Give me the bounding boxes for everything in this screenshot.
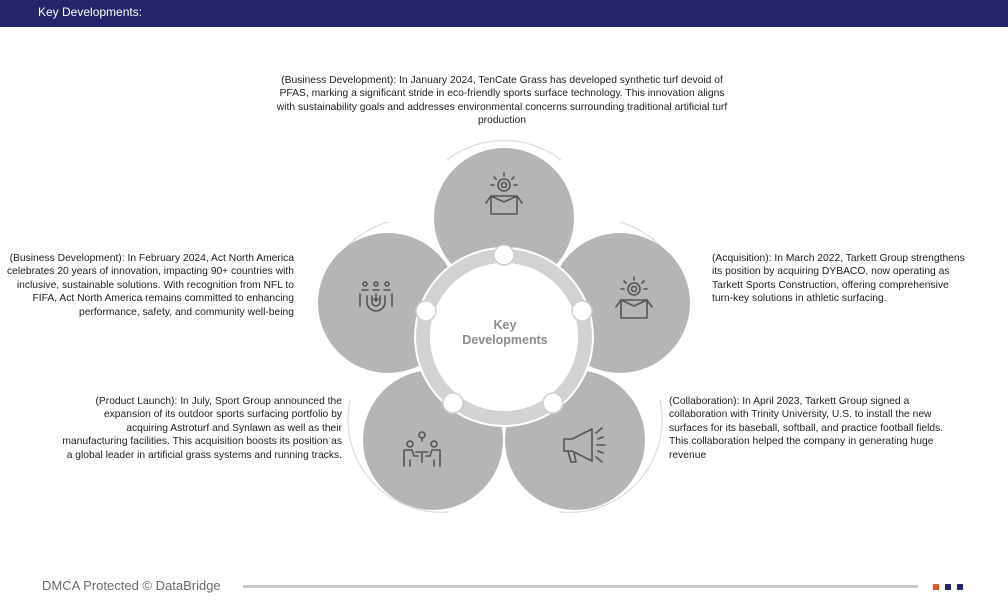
footer-copyright: DMCA Protected © DataBridge (42, 578, 221, 593)
connector-dot (443, 393, 463, 413)
connector-dot (543, 393, 563, 413)
connector-dot (494, 245, 514, 265)
connector-dot (572, 301, 592, 321)
footer-divider (243, 585, 918, 588)
center-label-line2: Developments (462, 333, 548, 347)
center-label (445, 318, 565, 348)
development-text-right-top: (Acquisition): In March 2022, Tarkett Group strengthens its position by acquiring DYBACO, now operating as Tarkett Sports Construction, offering comprehensive turn-key solutions in athletic surfacing. (712, 253, 965, 305)
development-text-left-top: (Business Development): In February 2024, Act North America celebrates 20 years of innovation, impacting 90+ countries with inclusive, sustainable solutions. With recognition from NFL to FIFA, Act North America remains committed to enhancing performance, safety, and community well-being (6, 253, 294, 318)
connector-dot (416, 301, 436, 321)
development-text-left-bottom: (Product Launch): In July, Sport Group announced the expansion of its outdoor sports surfacing portfolio by acquiring Astroturf and Synlawn as well as their manufacturing facilities. This acquisition boosts its position as a global leader in artificial grass systems and running tracks. (62, 396, 342, 461)
footer-square-navy (957, 584, 963, 590)
center-label-line1: Key (493, 318, 517, 332)
development-text-right-bottom: (Collaboration): In April 2023, Tarkett Group signed a collaboration with Trinity University, U.S. to install the new surfaces for its baseball, softball, and practice football fields. This collaboration helped the company in generating huge revenue (669, 396, 944, 461)
development-text-top: (Business Development): In January 2024, TenCate Grass has developed synthetic turf devoid of PFAS, marking a significant stride in eco-friendly sports surface technology. This innovation aligns with sustainability goals and addresses environmental concerns surrounding traditional artificial turf production (276, 75, 728, 127)
footer-square-orange (933, 584, 939, 590)
header-title: Key Developments: (38, 5, 143, 19)
footer-square-navy (945, 584, 951, 590)
